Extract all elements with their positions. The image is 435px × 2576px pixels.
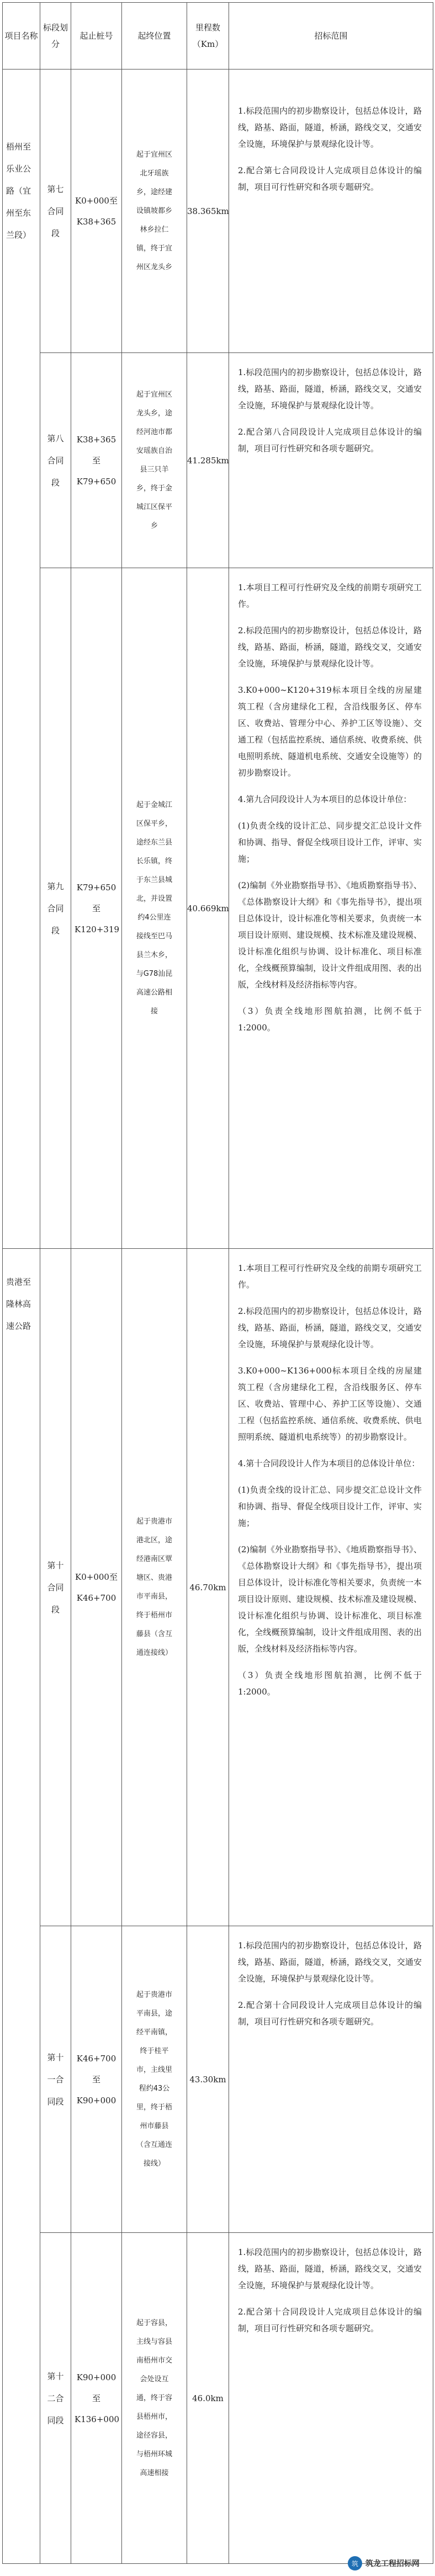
header-pile: 起止桩号 <box>71 3 122 70</box>
location-cell <box>122 70 187 353</box>
length-value: 46.70km <box>189 1582 226 1592</box>
header-scope: 招标范围 <box>229 3 433 70</box>
length-value: 41.285km <box>187 455 229 466</box>
scope-item: 2.配合第八合同段设计人完成项目总体设计的编制，项目可行性研究和各项专题研究。 <box>238 427 422 453</box>
table-row <box>3 2233 433 2564</box>
scope-item: 2.配合第七合同段设计人完成项目总体设计的编制，项目可行性研究和各项专题研究。 <box>238 165 422 192</box>
length-value: 38.365km <box>187 206 229 216</box>
table-row <box>3 1249 433 1926</box>
section-label: 第九合同段 <box>47 881 64 936</box>
scope-item: （3）负责全线地形图航拍测，比例不低于1:2000。 <box>238 1006 422 1033</box>
pile-cell <box>71 568 122 1249</box>
scope-cell <box>229 2233 433 2564</box>
table-row <box>3 1926 433 2233</box>
project-name-cell <box>3 1249 40 2564</box>
location-text: 起于贵港市港北区，途经港南区覃塘区、贵港市平南县，终于梧州市藤县（含互通连接线） <box>136 1517 172 1657</box>
pile-range: K90+000至K136+000 <box>75 2372 120 2424</box>
location-text: 起于容县，主线与容县南梧州市交会处设互通，终于容县梧州市，途径容县，与梧州环城高速相接 <box>136 2318 172 2477</box>
section-cell <box>40 1926 71 2233</box>
pile-cell <box>71 2233 122 2564</box>
location-cell <box>122 2233 187 2564</box>
pile-range: K46+700至K90+000 <box>76 2053 116 2105</box>
scope-item: 4.第九合同段设计人为本项目的总体设计单位： <box>238 794 412 804</box>
scope-cell <box>229 1249 433 1926</box>
table-row <box>3 70 433 353</box>
scope-item: （3）负责全线地形图航拍测，比例不低于1:2000。 <box>238 1670 422 1697</box>
length-cell <box>187 1926 229 2233</box>
section-cell <box>40 2233 71 2564</box>
section-cell <box>40 70 71 353</box>
header-section: 标段划分 <box>40 3 71 70</box>
section-label: 第七合同段 <box>47 184 64 238</box>
section-label: 第十一合同段 <box>47 2052 64 2107</box>
scope-item: 1.标段范围内的初步勘察设计，包括总体设计，路线，路基、路面，隧道，桥涵，路线交叉，交通安全设施，环境保护与景观绿化设计等。 <box>238 106 422 149</box>
length-value: 40.669km <box>187 903 229 913</box>
section-cell <box>40 353 71 568</box>
section-cell <box>40 568 71 1249</box>
scope-item: 2.标段范围内的初步勘察设计，包括总体设计，路线，路基、路面，桥涵，隧道，路线交叉，交通安全设施，环境保护与景观绿化设计等。 <box>238 626 422 669</box>
scope-item: 1.本项目工程可行性研究及全线的前期专项研究工作。 <box>238 582 422 609</box>
location-text: 起于宜州区龙头乡，途经河池市都安瑶族自治县三只羊乡，终于金城江区保平乡 <box>136 390 172 530</box>
project-name-cell <box>3 70 40 1249</box>
table-row <box>3 568 433 1249</box>
scope-item: 1.标段范围内的初步勘察设计，包括总体设计，路线，路基、路面，隧道，桥涵，路线交叉，交通安全设施，环境保护与景观绿化设计等。 <box>238 2247 422 2290</box>
scope-item: 2.配合第十合同段设计人完成项目总体设计的编制，项目可行性研究和各项专题研究。 <box>238 2307 422 2333</box>
scope-item: (1)负责全线的设计汇总、同步提交汇总设计文件和协调、指导、督促全线项目设计工作，评审、实施； <box>238 1485 422 1528</box>
length-cell <box>187 568 229 1249</box>
scope-item: 3.K0+000~K136+000标本项目全线的房屋建筑工程（含房建绿化工程，含沿线服务区、停车区、收费站、管理中心、养护工区等设施）、交通工程（包括监控系统、通信系统、收费系统、供电照明系统、隧道机电系统等）的初步勘察设计。 <box>238 1366 422 1442</box>
location-cell <box>122 568 187 1249</box>
section-cell <box>40 1249 71 1926</box>
scope-item: 1.标段范围内的初步勘察设计，包括总体设计，路线，路基、路面，隧道，桥涵，路线交叉，交通安全设施，环境保护与景观绿化设计等。 <box>238 367 422 410</box>
length-cell <box>187 70 229 353</box>
pile-cell <box>71 1926 122 2233</box>
pile-range: K0+000至K38+365 <box>75 195 118 227</box>
scope-item: 4.第十合同段设计人作为本项目的总体设计单位： <box>238 1458 420 1468</box>
pile-cell <box>71 1249 122 1926</box>
pile-range: K79+650至K120+319 <box>75 882 120 934</box>
table-row <box>3 353 433 568</box>
length-value: 43.30km <box>189 2074 226 2085</box>
header-location: 起终位置 <box>122 3 187 70</box>
section-label: 第十二合同段 <box>47 2371 64 2425</box>
location-text: 起于贵港市平南县，途经平南镇，终于桂平市，主线里程约43公里，终于梧州市藤县（含互通连接线） <box>136 1990 172 2168</box>
watermark <box>348 2554 431 2573</box>
scope-item: 1.本项目工程可行性研究及全线的前期专项研究工作。 <box>238 1263 422 1290</box>
scope-item: 2.标段范围内的初步勘察设计，包括总体设计，路线，路基、路面，桥涵，隧道，路线交叉，交通安全设施，环境保护与景观绿化设计等。 <box>238 1306 422 1349</box>
pile-range: K0+000至K46+700 <box>75 1572 118 1603</box>
length-cell <box>187 353 229 568</box>
watermark-text: 筑龙工程招标网 <box>365 2559 420 2568</box>
scope-item: (2)编制《外业勘察指导书》、《地质勘察指导书》、《总体勘察设计大纲》和《事先指导书》，提出项目总体设计，设计标准化等相关要求，负责统一本项目设计原则、建设规模、技术标准及建设规模、设计标准化组织与协调、设计标准化、项目标准化，全线概预算编制，设计文件组成用图、表的出版，全线材料及经济指标等内容。 <box>238 1544 422 1654</box>
section-label: 第十合同段 <box>47 1560 64 1615</box>
header-length: 里程数（Km） <box>187 3 229 70</box>
section-label: 第八合同段 <box>47 433 64 488</box>
length-cell <box>187 1249 229 1926</box>
project-name: 贵港至隆林高速公路 <box>6 1277 31 1331</box>
scope-item: 1.标段范围内的初步勘察设计，包括总体设计，路线，路基、路面，隧道，桥涵，路线交叉，交通安全设施，环境保护与景观绿化设计等。 <box>238 1941 422 1984</box>
location-cell <box>122 353 187 568</box>
pile-range: K38+365至K79+650 <box>76 434 116 487</box>
scope-item: 3.K0+000~K120+319标本项目全线的房屋建筑工程（含房建绿化工程，含沿线服务区、停车区、收费站、管理分中心、养护工区等设施）、交通工程（包括监控系统、通信系统、收费系统、供电照明系统、隧道机电系统、交通安全设施等）的初步勘察设计。 <box>238 685 422 778</box>
length-value: 46.0km <box>192 2393 224 2403</box>
location-cell <box>122 1249 187 1926</box>
scope-item: (1)负责全线的设计汇总、同步提交汇总设计文件和协调、指导、督促全线项目设计工作，评审、实施； <box>238 821 422 864</box>
location-text: 起于宜州区北牙瑶族乡，途经建设镇坡都乡林乡拉仁镇，终于宜州区龙头乡 <box>136 150 172 271</box>
scope-cell <box>229 568 433 1249</box>
project-name: 梧州至乐业公路（宜州至东兰段） <box>6 142 31 240</box>
location-cell <box>122 1926 187 2233</box>
length-cell <box>187 2233 229 2564</box>
scope-item: (2)编制《外业勘察指导书》、《地质勘察指导书》、《总体勘察设计大纲》和《事先指导书》，提出项目总体设计，设计标准化等相关要求，负责统一本项目设计原则、建设规模、技术标准及建设规模、设计标准化组织与协调、设计标准化、项目标准化，全线概预算编制，设计文件组成用图、表的出版，全线材料及经济指标等内容。 <box>238 880 422 990</box>
scope-cell <box>229 353 433 568</box>
pile-cell <box>71 353 122 568</box>
tender-scope-table <box>2 2 433 2564</box>
location-text: 起于金城江区保平乡，途经东兰县长乐镇，终于东兰县城北，并设置约4公里连接线至巴马县兰木乡，与G78汕昆高速公路相接 <box>136 800 173 1016</box>
watermark-logo-icon: 筑 <box>348 2556 362 2570</box>
header-row <box>3 3 433 70</box>
scope-item: 2.配合第十合同段设计人完成项目总体设计的编制，项目可行性研究和各项专题研究。 <box>238 2000 422 2027</box>
header-project: 项目名称 <box>3 3 40 70</box>
scope-cell <box>229 70 433 353</box>
scope-cell <box>229 1926 433 2233</box>
pile-cell <box>71 70 122 353</box>
